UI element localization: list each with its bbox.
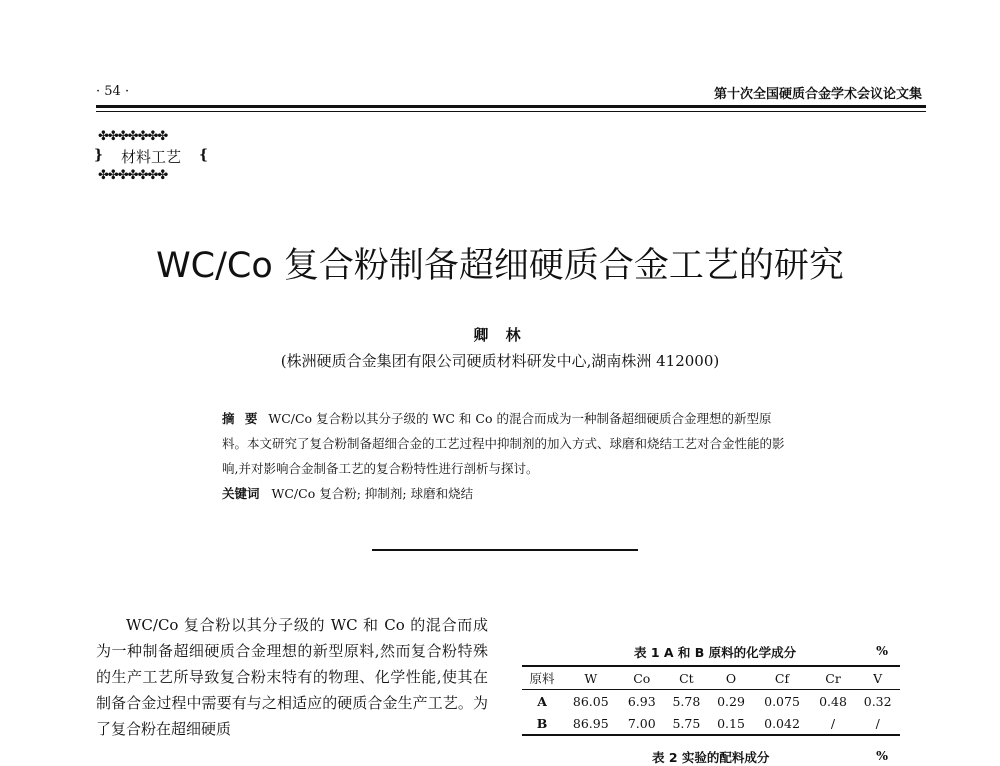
table1-header: Cr: [811, 666, 856, 690]
affiliation: (株洲硬质合金集团有限公司硬质材料研发中心,湖南株洲 412000): [280, 352, 720, 370]
table-cell: A: [537, 693, 547, 709]
author: 卿 林: [473, 326, 527, 344]
section-tag-border-top: ✤✤✤✤✤✤✤: [98, 129, 168, 144]
table1-header: O: [709, 666, 754, 690]
keywords: [222, 484, 788, 502]
section-divider: [372, 549, 638, 551]
table1: [522, 665, 900, 736]
table1-header: W: [562, 666, 619, 690]
table-cell: 0.32: [863, 693, 892, 709]
section-tag-side-left: }: [94, 147, 104, 163]
body-text: [96, 612, 488, 742]
table-cell: 7.00: [619, 712, 664, 735]
table-row: [522, 712, 900, 735]
table1-header: Ct: [664, 666, 709, 690]
table2-unit: %: [876, 748, 888, 763]
table1-header-row: [522, 666, 900, 690]
table1-header: Co: [619, 666, 664, 690]
table-cell: 86.05: [572, 693, 609, 709]
abstract-text: WC/Co 复合粉以其分子级的 WC 和 Co 的混合而成为一种制备超细硬质合金理想的新型原料。本文研究了复合粉制备超细合金的工艺过程中抑制剂的加入方式、球磨和烧结工艺对合金性能的影响,并对影响合金制备工艺的复合粉特性进行剖析与探讨。: [222, 411, 785, 476]
page-number: · 54 ·: [96, 84, 130, 99]
table-cell: 86.95: [562, 712, 619, 735]
body-paragraph: WC/Co 复合粉以其分子级的 WC 和 Co 的混合而成为一种制备超细硬质合金理想的新型原料,然而复合粉特殊的生产工艺所导致复合粉末特有的物理、化学性能,使其在制备合金过程中需要有与之相适应的硬质合金生产工艺。为了复合粉在超细硬质: [96, 616, 488, 738]
header-rule-thin: [96, 111, 926, 112]
article-title: WC/Co 复合粉制备超细硬质合金工艺的研究: [156, 246, 844, 286]
section-tag-label: 材料工艺: [120, 148, 181, 166]
table-cell: 0.29: [717, 693, 745, 709]
table1-header: V: [855, 666, 900, 690]
table1-caption-text: 表 1 A 和 B 原料的化学成分: [634, 645, 797, 660]
table1-unit: %: [876, 643, 888, 658]
journal-title: 第十次全国硬质合金学术会议论文集: [713, 87, 922, 102]
section-tag-border-bottom: ✤✤✤✤✤✤✤: [98, 168, 168, 183]
keywords-label: 关键词: [222, 486, 260, 501]
section-tag-side-right: {: [198, 147, 208, 163]
section-tag: [92, 129, 210, 183]
table-cell: 5.78: [672, 693, 701, 709]
table1-header: Cf: [753, 666, 810, 690]
table-cell: 0.15: [709, 712, 754, 735]
header-rule-thick: [96, 105, 926, 108]
table1-header: 原料: [522, 666, 562, 690]
table-cell: /: [811, 712, 856, 735]
table-cell: 6.93: [627, 693, 656, 709]
table2-caption-text: 表 2 实验的配料成分: [652, 750, 770, 765]
table-cell: 0.042: [753, 712, 810, 735]
table-row: [522, 690, 900, 713]
abstract: [222, 406, 788, 481]
table-cell: /: [855, 712, 900, 735]
keywords-text: WC/Co 复合粉; 抑制剂; 球磨和烧结: [271, 486, 474, 501]
abstract-label: 摘 要: [222, 411, 261, 426]
table-cell: B: [522, 712, 562, 735]
table-cell: 0.48: [819, 693, 847, 709]
table-cell: 5.75: [664, 712, 709, 735]
table-cell: 0.075: [764, 693, 800, 709]
